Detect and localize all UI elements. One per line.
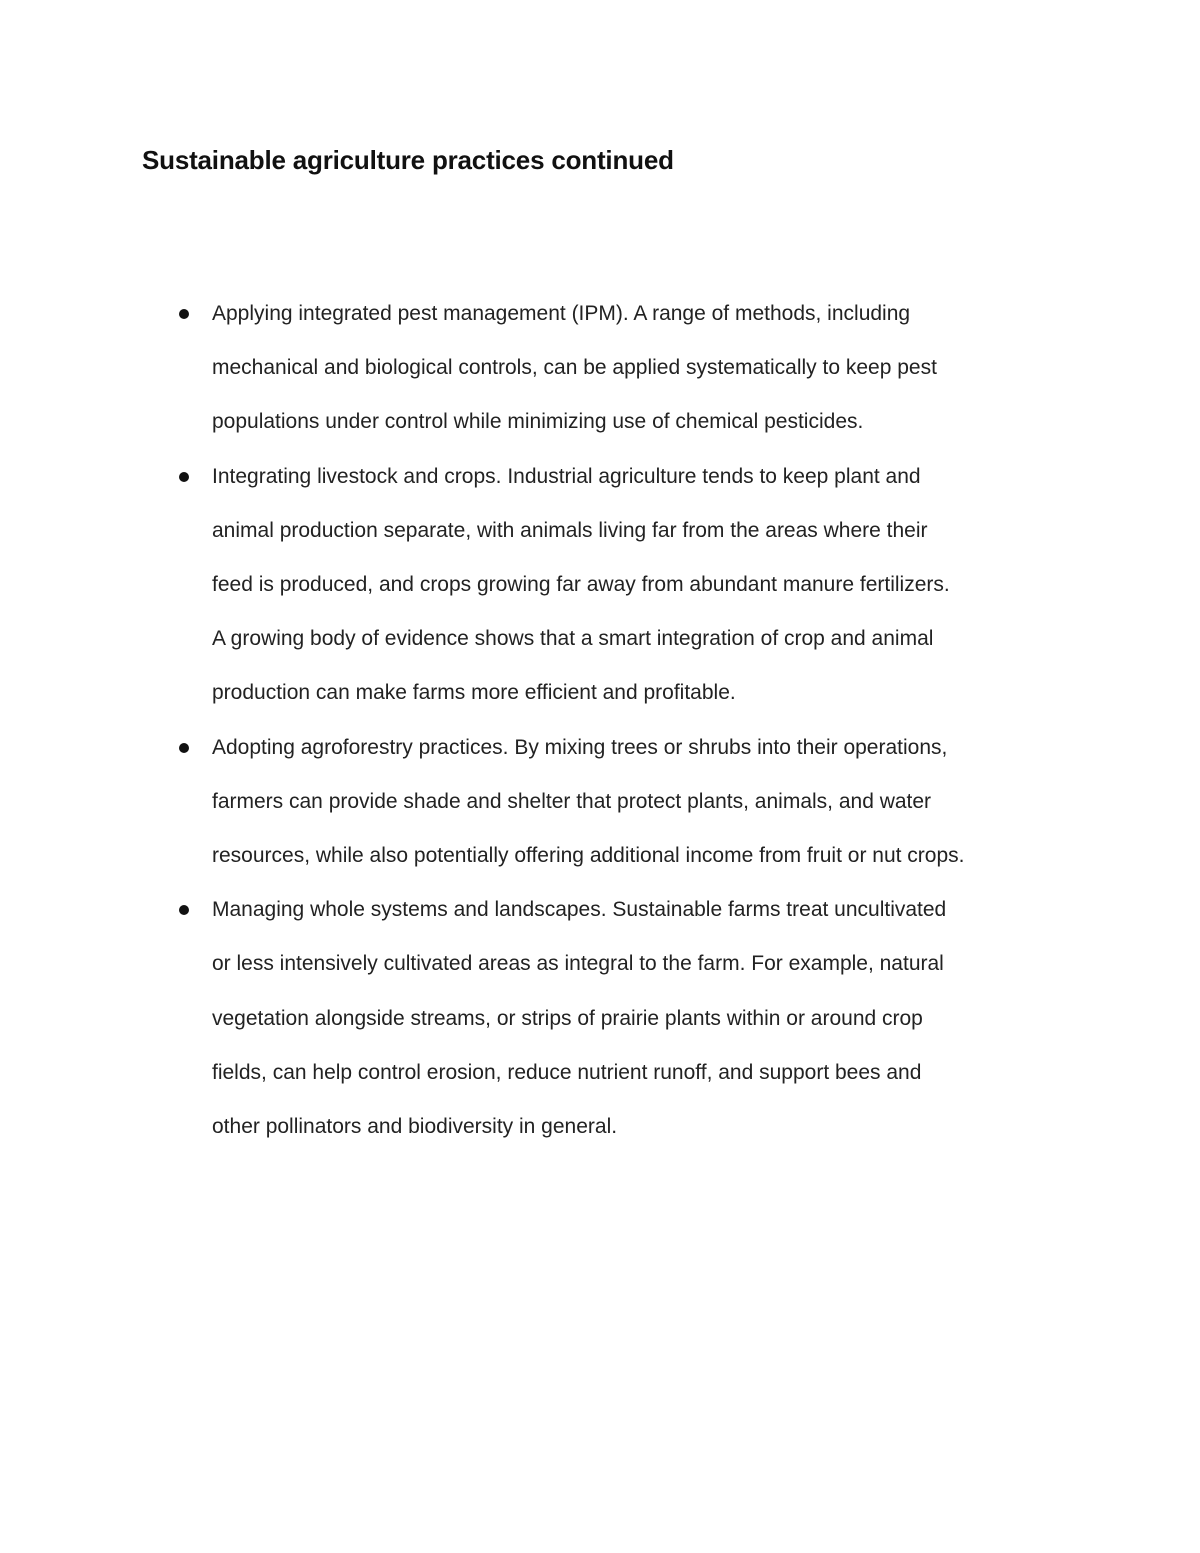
list-item-ipm (0, 287, 1200, 450)
text-line: farmers can provide shade and shelter that protect plants, animals, and water (212, 789, 932, 813)
text-line: or less intensively cultivated areas as integral to the farm. For example, natural (212, 952, 944, 976)
text-line: mechanical and biological controls, can be applied systematically to keep pest (212, 356, 937, 380)
text-line: feed is produced, and crops growing far away from abundant manure fertilizers. (212, 573, 950, 597)
text-line: populations under control while minimizing use of chemical pesticides. (212, 410, 864, 434)
bullet-dot-icon (179, 472, 189, 482)
bullet-dot-icon (179, 743, 189, 753)
text-line: A growing body of evidence shows that a smart integration of crop and animal (212, 627, 934, 651)
text-line: production can make farms more efficient and profitable. (212, 681, 736, 705)
bullet-dot-icon (179, 309, 189, 319)
text-line: Managing whole systems and landscapes. Sustainable farms treat uncultivated (212, 898, 947, 922)
text-line: Integrating livestock and crops. Industrial agriculture tends to keep plant and (212, 464, 921, 488)
list-item-livestock-crops (0, 450, 1200, 721)
text-line: resources, while also potentially offering additional income from fruit or nut crops. (212, 844, 965, 868)
list-item-text (212, 450, 1072, 721)
list-item-text (212, 721, 1072, 884)
list-item-agroforestry (0, 721, 1200, 884)
bullet-list (0, 287, 1200, 1154)
text-line: Adopting agroforestry practices. By mixing trees or shrubs into their operations, (212, 735, 948, 759)
text-line: Applying integrated pest management (IPM). A range of methods, including (212, 302, 911, 325)
list-item-whole-systems (0, 883, 1200, 1154)
bullet-dot-icon (179, 905, 189, 915)
page-title: Sustainable agriculture practices continued (142, 145, 674, 175)
list-item-text (212, 883, 1072, 1154)
text-line: fields, can help control erosion, reduce nutrient runoff, and support bees and (212, 1060, 922, 1084)
list-item-text (212, 287, 1072, 450)
text-line: other pollinators and biodiversity in general. (212, 1115, 618, 1139)
text-line: vegetation alongside streams, or strips of prairie plants within or around crop (212, 1006, 923, 1030)
text-line: animal production separate, with animals living far from the areas where their (212, 518, 928, 542)
